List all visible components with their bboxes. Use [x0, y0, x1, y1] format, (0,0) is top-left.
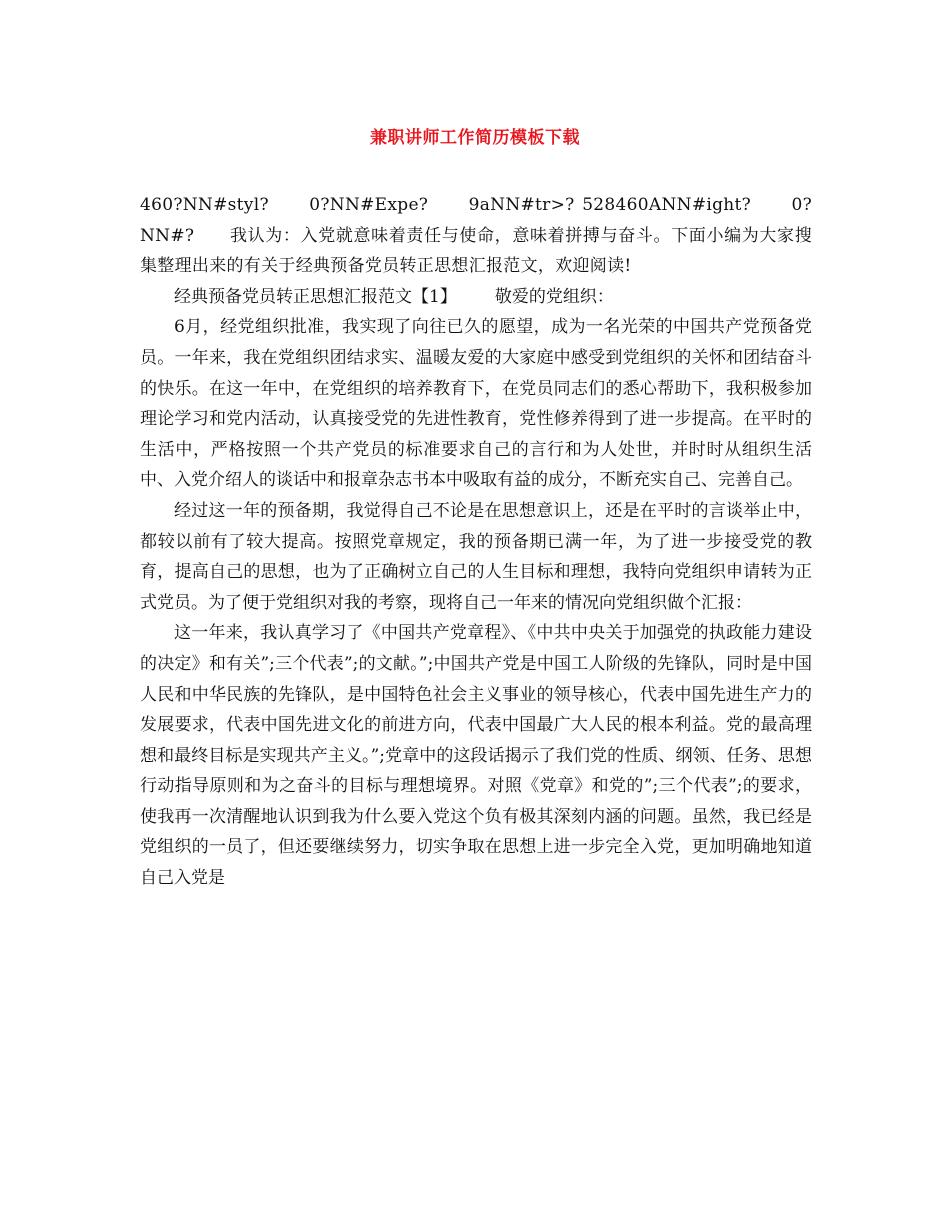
section-heading — [140, 282, 812, 313]
salutation: 敬爱的党组织： — [494, 286, 614, 307]
body-paragraph: 经过这一年的预备期，我觉得自己不论是在思想意识上，还是在平时的言谈举止中，都较以前有了较大提高。按照党章规定，我的预备期已满一年，为了进一步接受党的教育，提高自己的思想，也为了正确树立自己的人生目标和理想，我特向党组织申请转为正式党员。为了便于党组织对我的考察，现将自己一年来的情况向党组织做个汇报： — [140, 500, 812, 613]
document-title: 兼职讲师工作简历模板下载 — [370, 128, 580, 148]
section-heading-label: 经典预备党员转正思想汇报范文【1】 — [174, 286, 457, 307]
intro-paragraph: 460?NN#styl? 0?NN#Expe? 9aNN#tr>? 528460ANN#ight? 0?NN#? 我认为：入党就意味着责任与使命，意味着拼搏与奋斗。下面小编为大家搜集整理出来的有关于经典预备党员转正思想汇报范文，欢迎阅读! — [140, 195, 812, 277]
document-body — [140, 190, 812, 894]
body-paragraph: 这一年来，我认真学习了《中国共产党章程》、《中共中央关于加强党的执政能力建设的决定》和有关”;三个代表”;的文献。”;中国共产党是中国工人阶级的先锋队，同时是中国人民和中华民族的先锋队，是中国特色社会主义事业的领导核心，代表中国先进生产力的发展要求，代表中国先进文化的前进方向，代表中国最广大人民的根本利益。党的最高理想和最终目标是实现共产主义。”;党章中的这段话揭示了我们党的性质、纲领、任务、思想行动指导原则和为之奋斗的目标与理想境界。对照《党章》和党的”;三个代表”;的要求，使我再一次清醒地认识到我为什么要入党这个负有极其深刻内涵的问题。虽然，我已经是党组织的一员了，但还要继续努力，切实争取在思想上进一步完全入党，更加明确地知道自己入党是 — [140, 623, 812, 889]
body-paragraph: 6月，经党组织批准，我实现了向往已久的愿望，成为一名光荣的中国共产党预备党员。一年来，我在党组织团结求实、温暖友爱的大家庭中感受到党组织的关怀和团结奋斗的快乐。在这一年中，在党组织的培养教育下，在党员同志们的悉心帮助下，我积极参加理论学习和党内活动，认真接受党的先进性教育，党性修养得到了进一步提高。在平时的生活中，严格按照一个共产党员的标准要求自己的言行和为人处世，并时时从组织生活中、入党介绍人的谈话中和报章杂志书本中吸取有益的成分，不断充实自己、完善自己。 — [140, 317, 812, 491]
